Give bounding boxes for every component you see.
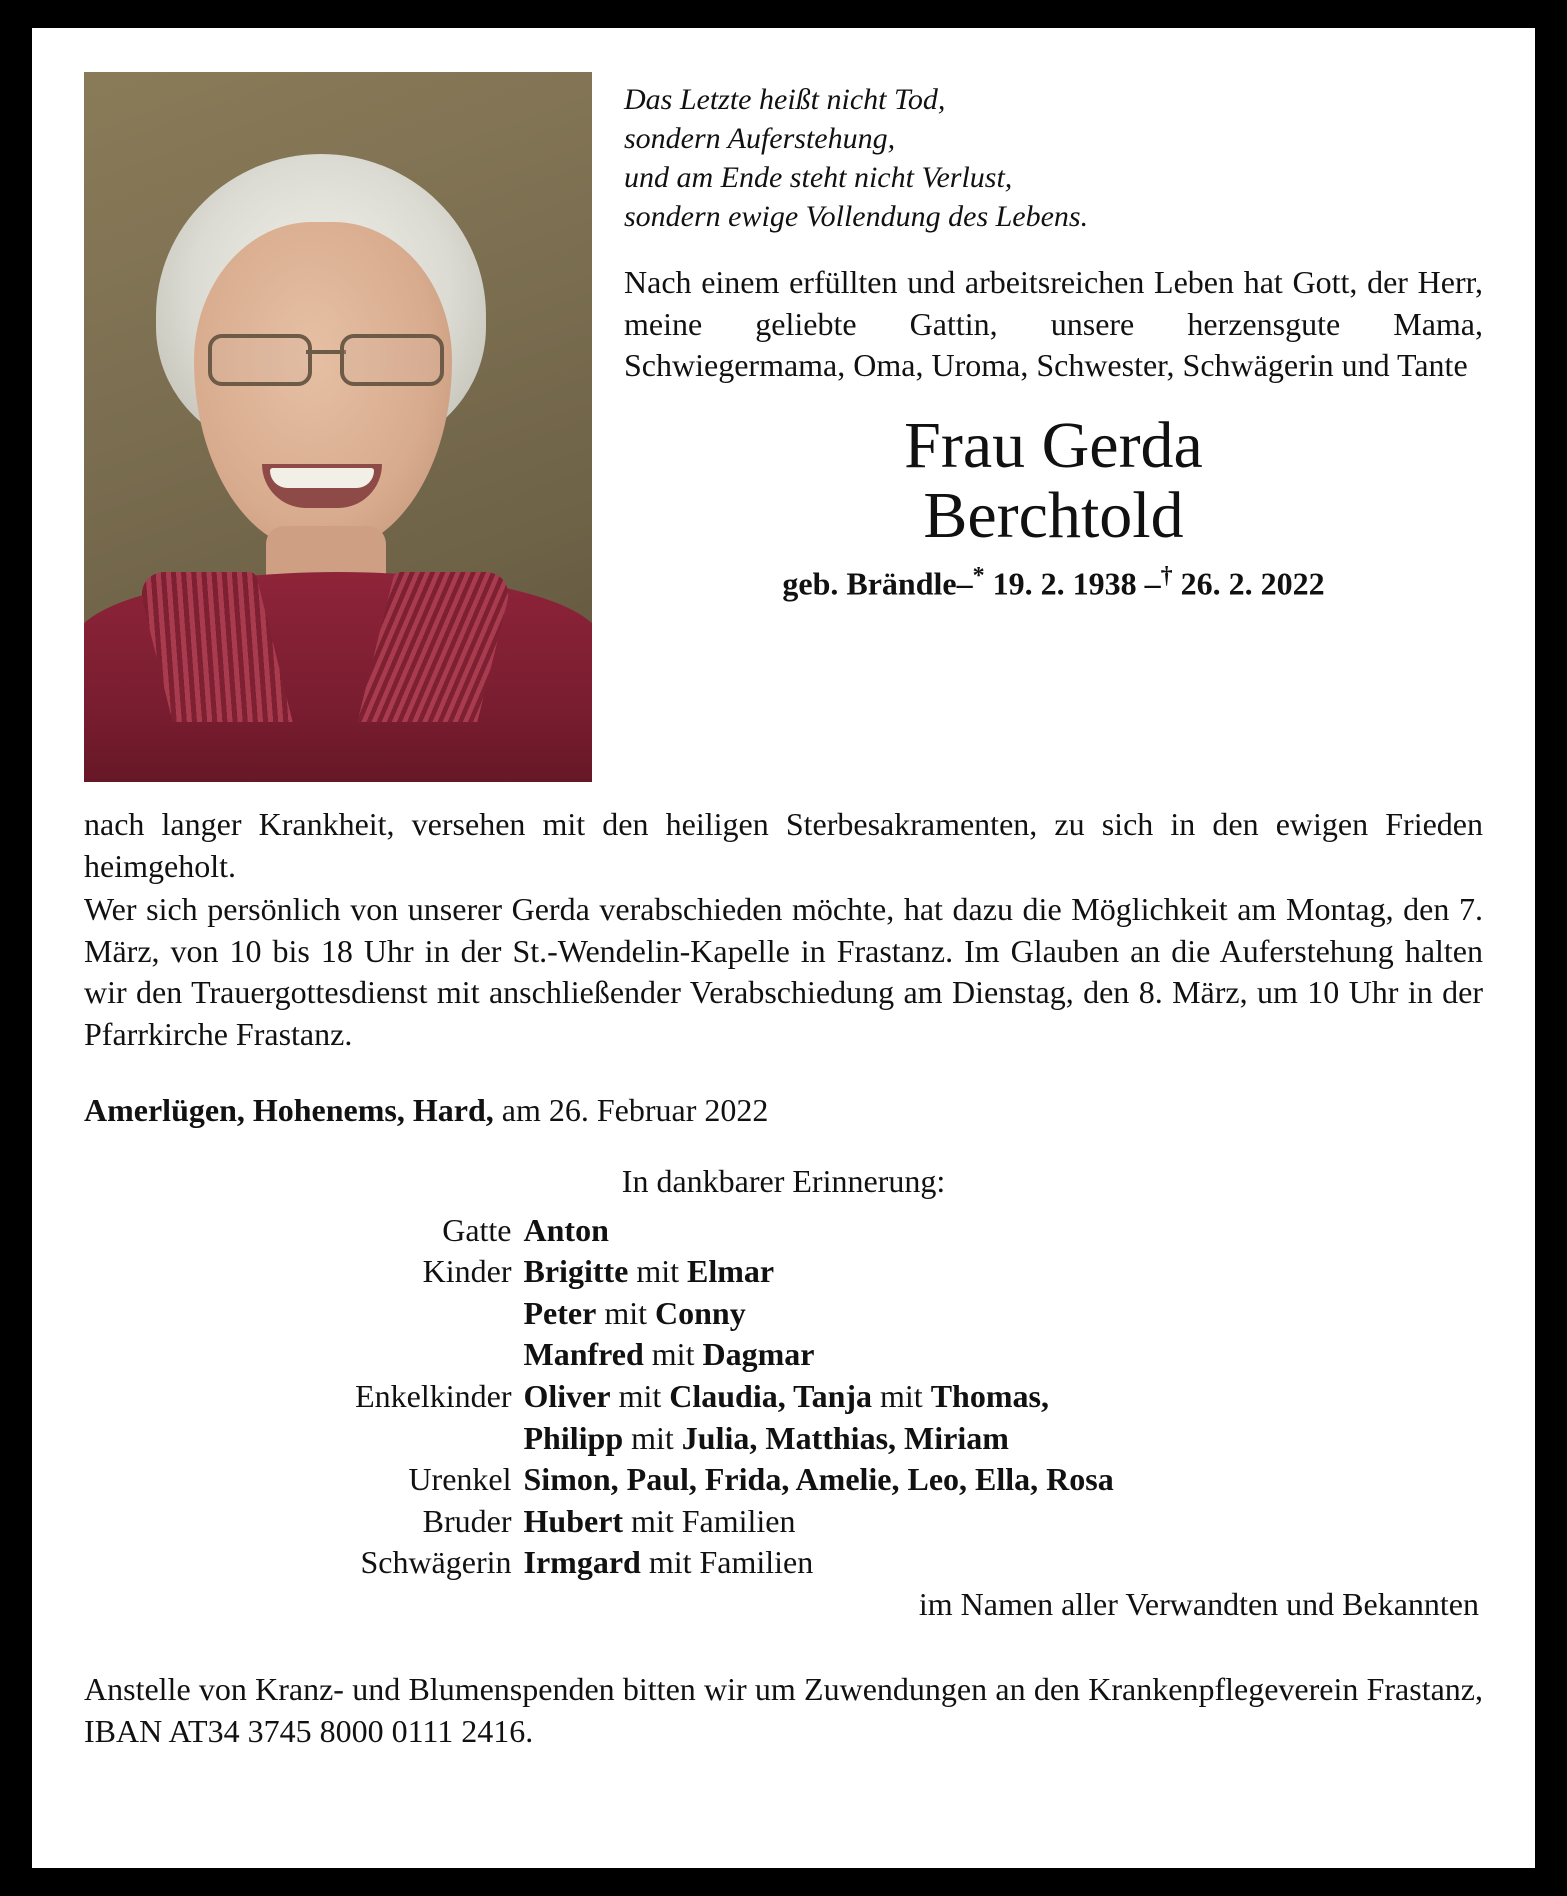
family-role: Bruder: [422, 1502, 512, 1539]
header-area: [84, 72, 1483, 782]
death-date: 26. 2. 2022: [1180, 565, 1325, 602]
family-row: [284, 1334, 1284, 1376]
closing-line: im Namen aller Verwandten und Bekannten: [918, 1585, 1479, 1622]
family-row: [284, 1418, 1284, 1460]
family-row: [284, 1376, 1284, 1418]
maiden-name: geb. Brändle: [782, 565, 957, 602]
family-row: [284, 1293, 1284, 1335]
deceased-name: [624, 408, 1483, 552]
body-text: [84, 804, 1483, 1056]
portrait-teeth: [270, 468, 374, 488]
glasses-lens-left: [208, 334, 312, 386]
dash-2: –: [1144, 565, 1161, 602]
header-text-column: [592, 72, 1483, 602]
family-role: Kinder: [422, 1253, 512, 1290]
name-line-1: Frau Gerda: [904, 408, 1203, 482]
family-members: Philipp mit Julia, Matthias, Miriam: [523, 1419, 1009, 1456]
family-role: Gatte: [442, 1211, 512, 1248]
family-members: Manfred mit Dagmar: [523, 1336, 815, 1373]
family-row: [284, 1459, 1284, 1501]
verse-line-2: sondern Auferstehung,: [624, 122, 896, 155]
birth-date: 19. 2. 1938: [992, 565, 1137, 602]
family-members: Hubert mit Familien: [523, 1502, 796, 1539]
family-role: Urenkel: [408, 1461, 512, 1498]
family-members: Peter mit Conny: [523, 1294, 746, 1331]
paragraph-2: Wer sich persönlich von unserer Gerda verabschieden möchte, hat dazu die Möglichkeit am Montag, den 7. März, von 10 bis 18 Uhr in der St.-Wendelin-Kapelle in Frastanz. Im Glauben an die Auferstehung halten wir den Trauergottesdienst mit anschließender Verabschiedung am Dienstag, den 8. März, um 10 Uhr in der Pfarrkirche Frastanz.: [84, 891, 1483, 1052]
family-row: [284, 1210, 1284, 1252]
verse-line-3: und am Ende steht nicht Verlust,: [624, 161, 1013, 194]
donation-note: Anstelle von Kranz- und Blumenspenden bitten wir um Zuwendungen an den Krankenpflegeverein Frastanz, IBAN AT34 3745 8000 0111 2416.: [84, 1670, 1483, 1749]
verse-line-1: Das Letzte heißt nicht Tod,: [624, 83, 946, 116]
name-line-2: Berchtold: [923, 478, 1184, 552]
notice-date: am 26. Februar 2022: [493, 1091, 769, 1128]
obituary-notice: [32, 28, 1535, 1868]
family-members: Simon, Paul, Frida, Amelie, Leo, Ella, Rosa: [523, 1461, 1114, 1498]
family-members: Irmgard mit Familien: [523, 1544, 814, 1581]
verse-line-4: sondern ewige Vollendung des Lebens.: [624, 200, 1089, 233]
memory-heading: In dankbarer Erinnerung:: [621, 1162, 946, 1199]
family-role: Schwägerin: [360, 1544, 512, 1581]
glasses-lens-right: [340, 334, 444, 386]
family-row: [284, 1251, 1284, 1293]
family-role: Enkelkinder: [355, 1377, 512, 1414]
places: Amerlügen, Hohenems, Hard,: [84, 1091, 494, 1128]
family-row: [284, 1542, 1284, 1584]
family-members: Oliver mit Claudia, Tanja mit Thomas,: [523, 1377, 1049, 1414]
death-symbol: †: [1160, 562, 1173, 589]
dash-1: –: [956, 565, 973, 602]
family-members: Brigitte mit Elmar: [523, 1253, 775, 1290]
birth-symbol: *: [972, 562, 985, 589]
portrait-photo: [84, 72, 592, 782]
portrait-glasses: [208, 334, 444, 380]
family-row: [284, 1501, 1284, 1543]
life-dates: [624, 563, 1483, 603]
paragraph-1: nach langer Krankheit, versehen mit den heiligen Sterbesakramenten, zu sich in den ewigen Frieden heimgeholt.: [84, 806, 1483, 884]
memorial-verse: [624, 80, 1483, 236]
intro-paragraph: Nach einem erfüllten und arbeitsreichen Leben hat Gott, der Herr, meine geliebte Gattin, unsere herzensgute Mama, Schwiegermama, Oma, Uroma, Schwester, Schwägerin und Tante: [624, 264, 1483, 384]
family-list: [284, 1210, 1284, 1584]
place-and-date: [84, 1092, 1483, 1129]
family-members: Anton: [523, 1211, 609, 1248]
